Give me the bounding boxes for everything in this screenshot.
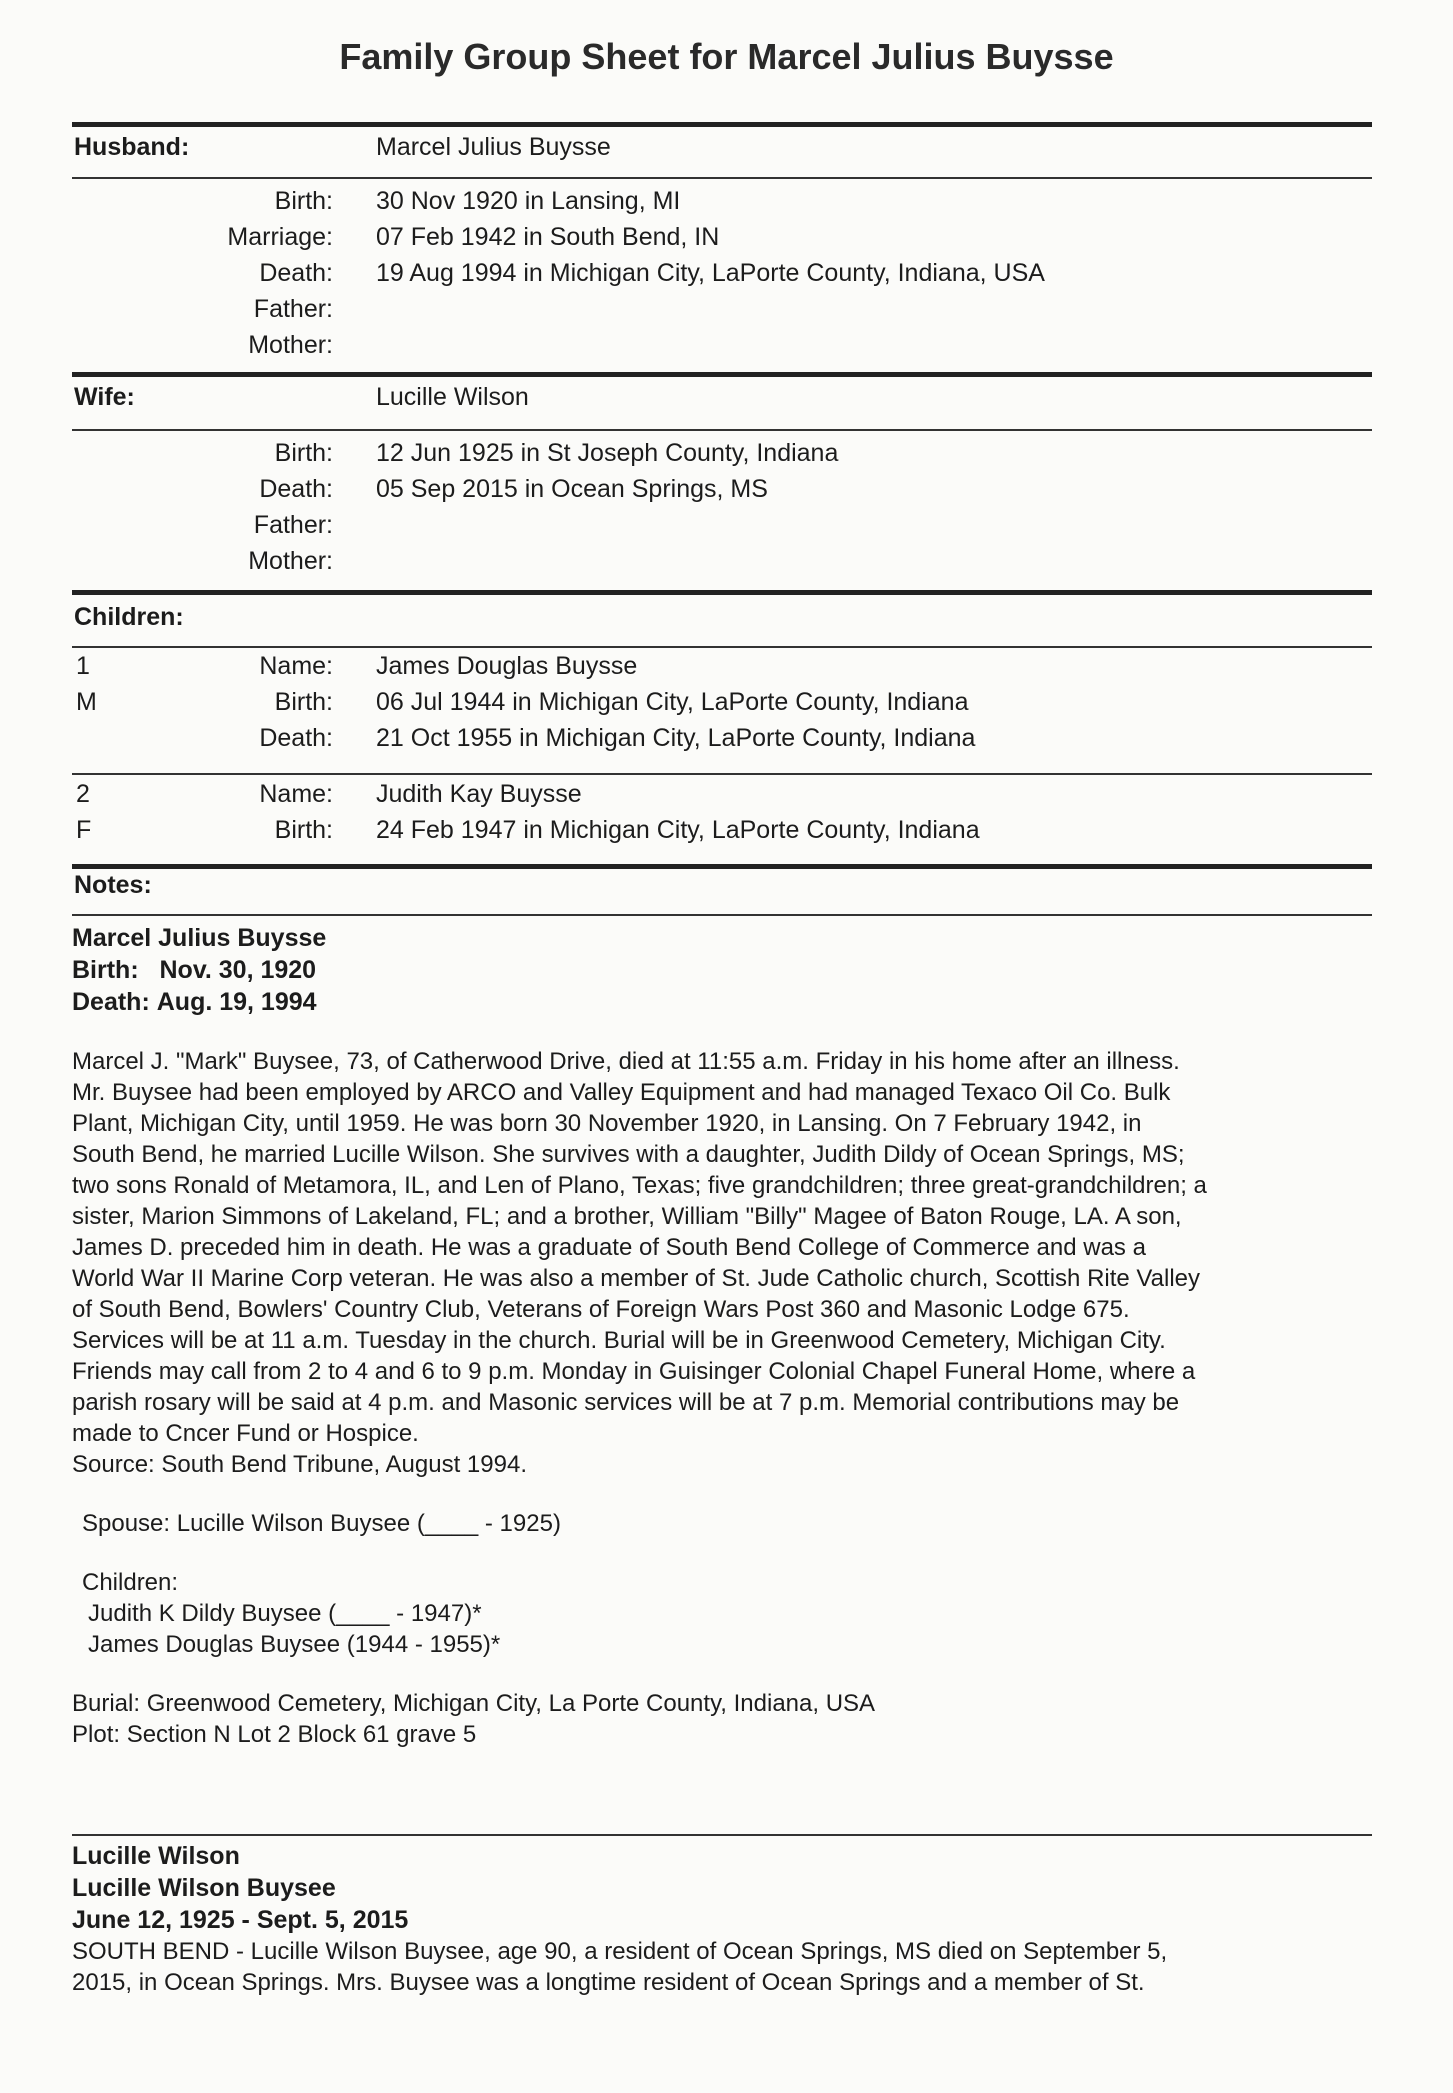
note-birth-label: Birth: bbox=[72, 956, 139, 984]
wife-birth-row bbox=[0, 439, 1453, 475]
fact-label: Mother: bbox=[248, 547, 333, 575]
plot-line: Plot: Section N Lot 2 Block 61 grave 5 bbox=[72, 1721, 477, 1748]
fact-value: 05 Sep 2015 in Ocean Springs, MS bbox=[376, 475, 768, 503]
child-2-name-row bbox=[0, 780, 1453, 816]
children-label: Children: bbox=[82, 1569, 179, 1596]
fact-value: 12 Jun 1925 in St Joseph County, Indiana bbox=[376, 439, 839, 467]
section-divider bbox=[72, 914, 1372, 916]
section-divider bbox=[72, 864, 1372, 869]
spouse-line: Spouse: Lucille Wilson Buysee (____ - 1925) bbox=[82, 1510, 561, 1537]
fact-label: Birth: bbox=[274, 688, 333, 716]
fact-value: James Douglas Buysse bbox=[376, 652, 638, 680]
section-divider bbox=[72, 372, 1372, 377]
wife-section-label: Wife: bbox=[74, 383, 135, 411]
page-title: Family Group Sheet for Marcel Julius Buysse bbox=[339, 36, 1114, 77]
obituary-text: Marcel J. "Mark" Buysee, 73, of Catherwood Drive, died at 11:55 a.m. Friday in his home after an illness. Mr. Buysee had been employed by ARCO and Valley Equipment and had managed Texaco Oil Co. Bulk Plant, Michigan City, until 1959. He was born 30 November 1920, in Lansing. On 7 February 1942, in South Bend, he married Lucille Wilson. She survives with a daughter, Judith Dildy of Ocean Springs, MS; two sons Ronald of Metamora, IL, and Len of Plano, Texas; five grandchildren; three great-grandchildren; a sister, Marion Simmons of Lakeland, FL; and a brother, William "Billy" Magee of Baton Rouge, LA. A son, James D. preceded him in death. He was a graduate of South Bend College of Commerce and was a World War II Marine Corp veteran. He was also a member of St. Jude Catholic church, Scottish Rite Valley of South Bend, Bowlers' Country Club, Veterans of Foreign Wars Post 360 and Masonic Lodge 675. Services will be at 11 a.m. Tuesday in the church. Burial will be in Greenwood Cemetery, Michigan City. Friends may call from 2 to 4 and 6 to 9 p.m. Monday in Guisinger Colonial Chapel Funeral Home, where a parish rosary will be said at 4 p.m. and Masonic services will be at 7 p.m. Memorial contributions may be made to Cncer Fund or Hospice. bbox=[72, 1048, 1207, 1447]
note-death-value: Aug. 19, 1994 bbox=[156, 988, 317, 1016]
husband-mother-row bbox=[0, 331, 1453, 367]
fact-label: Birth: bbox=[274, 816, 333, 844]
fact-label: Father: bbox=[253, 295, 333, 323]
fact-value: 06 Jul 1944 in Michigan City, LaPorte County, Indiana bbox=[376, 688, 969, 716]
child-2-birth-row bbox=[0, 816, 1453, 852]
husband-section-label: Husband: bbox=[74, 133, 190, 161]
husband-father-row bbox=[0, 295, 1453, 331]
wife-mother-row bbox=[0, 547, 1453, 583]
child-line: Judith K Dildy Buysee (____ - 1947)* bbox=[88, 1600, 482, 1627]
fact-label: Marriage: bbox=[227, 223, 333, 251]
child-sex: F bbox=[76, 816, 92, 844]
section-divider bbox=[72, 122, 1372, 127]
child-line: James Douglas Buysee (1944 - 1955)* bbox=[88, 1631, 501, 1658]
note-dates: June 12, 1925 - Sept. 5, 2015 bbox=[72, 1906, 409, 1934]
fact-label: Birth: bbox=[274, 439, 333, 467]
fact-label: Death: bbox=[259, 259, 333, 287]
notes-section-label: Notes: bbox=[74, 871, 152, 899]
fact-value: 19 Aug 1994 in Michigan City, LaPorte County, Indiana, USA bbox=[376, 259, 1045, 287]
fact-label: Father: bbox=[253, 511, 333, 539]
section-divider bbox=[72, 590, 1372, 595]
note-death-label: Death: bbox=[72, 988, 150, 1016]
fact-value: 24 Feb 1947 in Michigan City, LaPorte County, Indiana bbox=[376, 816, 980, 844]
wife-name: Lucille Wilson bbox=[376, 383, 529, 411]
child-1-death-row bbox=[0, 724, 1453, 760]
wife-death-row bbox=[0, 475, 1453, 511]
fact-label: Birth: bbox=[274, 187, 333, 215]
note-birth-line bbox=[72, 954, 1382, 986]
fact-value: 07 Feb 1942 in South Bend, IN bbox=[376, 223, 720, 251]
husband-birth-row bbox=[0, 187, 1453, 223]
child-sex: M bbox=[76, 688, 97, 716]
note-heading: Lucille Wilson bbox=[72, 1842, 240, 1870]
fact-value: Judith Kay Buysse bbox=[376, 780, 582, 808]
obituary-text: SOUTH BEND - Lucille Wilson Buysee, age 90, a resident of Ocean Springs, MS died on September 5, 2015, in Ocean Springs. Mrs. Buysee was a longtime resident of Ocean Springs and a member of St. bbox=[72, 1938, 1168, 1996]
husband-marriage-row bbox=[0, 223, 1453, 259]
child-1-name-row bbox=[0, 652, 1453, 688]
fact-label: Name: bbox=[259, 652, 333, 680]
burial-line: Burial: Greenwood Cemetery, Michigan City, La Porte County, Indiana, USA bbox=[72, 1690, 876, 1717]
note-heading: Marcel Julius Buysse bbox=[72, 924, 327, 952]
note-birth-value: Nov. 30, 1920 bbox=[159, 956, 317, 984]
section-divider bbox=[72, 177, 1372, 179]
fact-label: Name: bbox=[259, 780, 333, 808]
fact-label: Death: bbox=[259, 724, 333, 752]
wife-father-row bbox=[0, 511, 1453, 547]
child-1-birth-row bbox=[0, 688, 1453, 724]
fact-label: Mother: bbox=[248, 331, 333, 359]
note-divider bbox=[72, 1834, 1372, 1836]
fact-value: 21 Oct 1955 in Michigan City, LaPorte County, Indiana bbox=[376, 724, 976, 752]
children-section-label: Children: bbox=[74, 603, 184, 631]
note-subheading: Lucille Wilson Buysee bbox=[72, 1874, 336, 1902]
child-number: 2 bbox=[76, 780, 90, 808]
notes-marcel bbox=[72, 922, 1382, 1750]
obituary-source: Source: South Bend Tribune, August 1994. bbox=[72, 1451, 527, 1478]
husband-death-row bbox=[0, 259, 1453, 295]
fact-label: Death: bbox=[259, 475, 333, 503]
note-death-line bbox=[72, 986, 1382, 1018]
child-number: 1 bbox=[76, 652, 90, 680]
fact-value: 30 Nov 1920 in Lansing, MI bbox=[376, 187, 681, 215]
section-divider bbox=[72, 646, 1372, 648]
child-divider bbox=[72, 773, 1372, 775]
section-divider bbox=[72, 429, 1372, 431]
notes-lucille bbox=[72, 1840, 1382, 1998]
husband-name: Marcel Julius Buysse bbox=[376, 133, 611, 161]
